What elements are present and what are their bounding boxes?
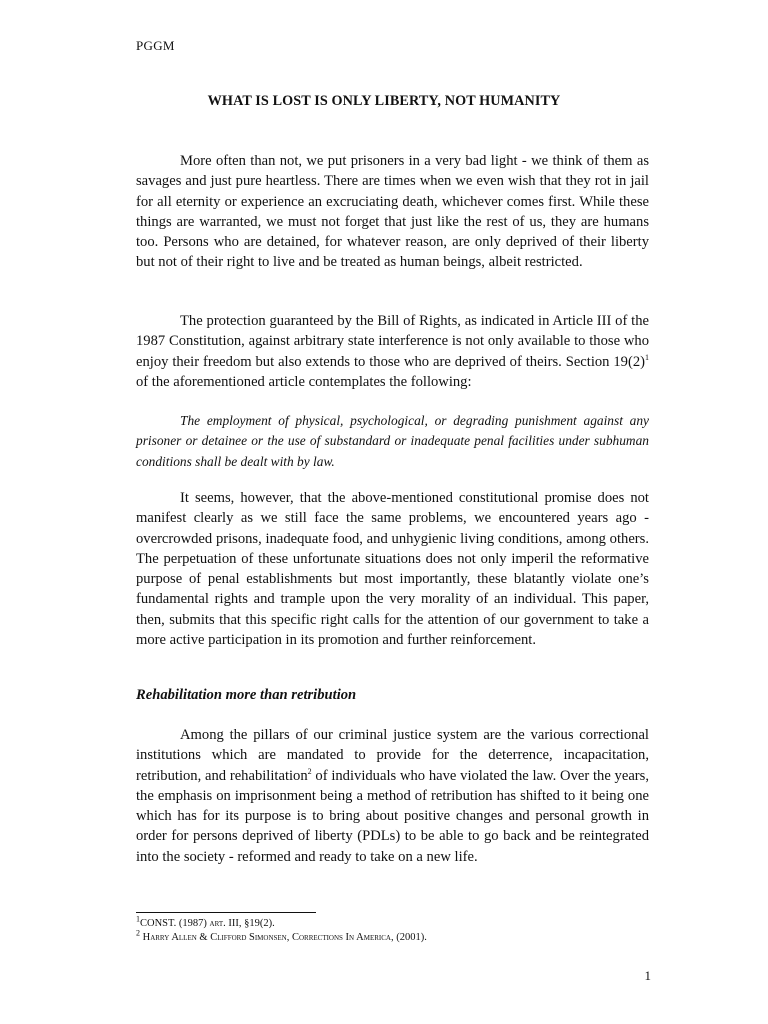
footnote-ref-1: 1 xyxy=(645,352,649,362)
footnote-text: Harry Allen & Clifford Simonsen, Corrections In America, (2001). xyxy=(142,932,427,943)
footnote-ref-2: 2 xyxy=(307,766,312,776)
footnote-text: CONST. (1987) art. III, §19(2). xyxy=(140,918,275,929)
footnotes xyxy=(136,914,427,945)
paragraph-text: It seems, however, that the above-mentioned constitutional promise does not manifest clearly as we still face the same problems, we encountered years ago - overcrowded prisons, inadequate food, and unhygienic living conditions, among others. The perpetuation of these unfortunate situations does not only imperil the reformative purpose of penal establishments but most importantly, these blatantly violate one’s fundamental rights and trample upon the very morality of an individual. This paper, then, submits that this specific right calls for the attention of our government to take a more active participation in its promotion and further reinforcement. xyxy=(136,490,649,649)
paragraph-rehabilitation xyxy=(136,725,649,867)
page-number: 1 xyxy=(644,968,651,983)
footnote-number: 1 xyxy=(136,914,140,924)
paragraph-text-part: Among the pillars of our criminal justice system are the various correctional institutions which are mandated to provide for the deterrence, incapacitation, retribution, and rehabilitation xyxy=(136,727,649,784)
footnote-1 xyxy=(136,914,427,931)
paragraph-text-part: of individuals who have violated the law. Over the years, the emphasis on imprisonment being a method of retribution has shifted to it being one which has for its purpose is to bring about positive changes and personal growth in order for persons deprived of liberty (PDLs) to be able to go back and be reintegrated into the society - reformed and ready to take on a new life. xyxy=(136,767,649,865)
page-header: PGGM xyxy=(136,38,175,53)
footnote-divider xyxy=(136,912,316,913)
paragraph-text xyxy=(136,311,649,392)
paragraph-text-part: of the aforementioned article contemplates the following: xyxy=(136,373,472,390)
quote-text: The employment of physical, psychological, or degrading punishment against any prisoner or detainee or the use of substandard or inadequate penal facilities under subhuman conditions shall be dealt with by law. xyxy=(136,413,649,469)
paragraph-intro xyxy=(136,151,649,273)
footnote-number: 2 xyxy=(136,928,140,938)
paragraph-text-part: The protection guaranteed by the Bill of Rights, as indicated in Article III of the 1987 Constitution, against arbitrary state interference is not only available to those who enjoy their freedom but also extends to those who are deprived of theirs. Section 19(2) xyxy=(136,313,649,370)
paragraph-problems xyxy=(136,488,649,650)
footnote-2 xyxy=(136,928,427,945)
paragraph-text: More often than not, we put prisoners in a very bad light - we think of them as savages and just pure heartless. There are times when we even wish that they rot in jail for all eternity or experience an excruciating death, whichever comes first. While these things are warranted, we must not forget that just like the rest of us, they are humans too. Persons who are detained, for whatever reason, are only deprived of their liberty but not of their right to live and be treated as human beings, albeit restricted. xyxy=(136,153,649,271)
paragraph-bill-of-rights xyxy=(136,311,649,392)
section-heading: Rehabilitation more than retribution xyxy=(136,687,357,703)
block-quote xyxy=(136,411,649,472)
paragraph-text xyxy=(136,725,649,867)
document-title: WHAT IS LOST IS ONLY LIBERTY, NOT HUMANITY xyxy=(207,93,561,109)
